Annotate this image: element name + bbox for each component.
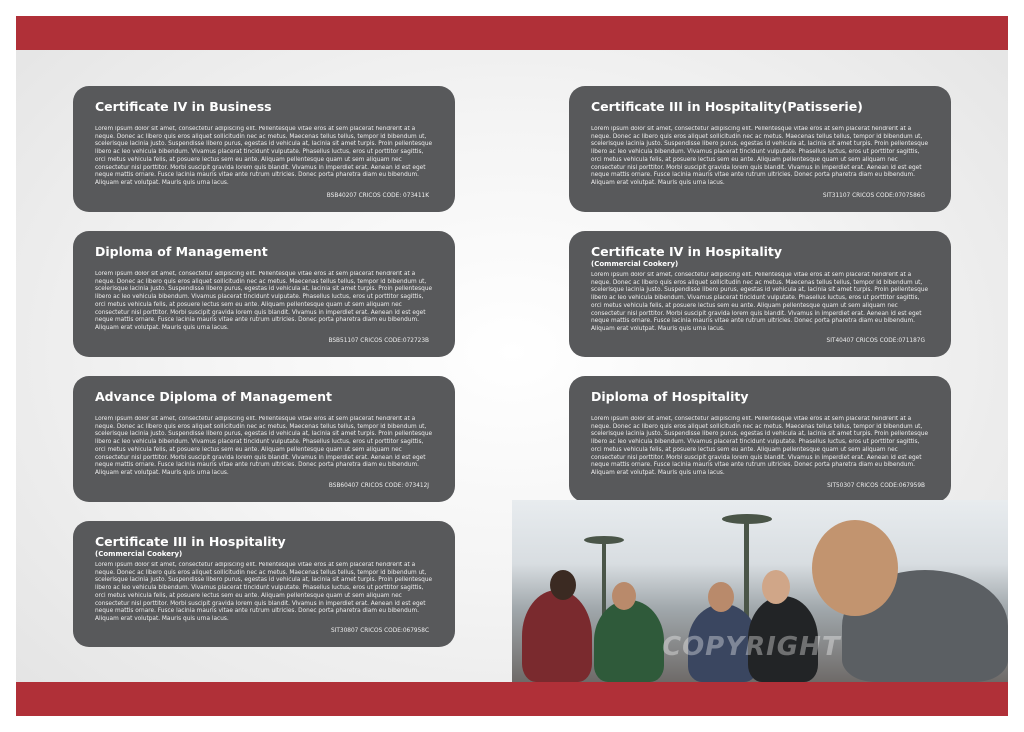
course-title: Certificate III in Hospitality (95, 534, 286, 549)
course-title: Certificate IV in Hospitality (591, 244, 783, 259)
student-head (762, 570, 790, 604)
students-photo (512, 500, 1008, 682)
cricos-code: SIT31107 CRICOS CODE:0707586G (822, 193, 925, 199)
bottom-red-band (16, 682, 1008, 716)
course-description: Lorem ipsum dolor sit amet, consectetur adipiscing elit. Pellentesque vitae eros at sem placerat hendrerit at a neque. Donec ac libero quis eros aliquet sollicitudin nec ac metus. Maecenas tellus tellus, tempor id bibendum ut, scelerisque lacinia justo. Suspendisse libero purus, egestas id vehicula at, lacinia sit amet turpis. Proin pellentesque libero ac leo vehicula bibendum. Vivamus placerat tincidunt vulputate. Phasellus luctus, eros ut porttitor sagittis, orci metus vehicula felis, at posuere lectus sem eu ante. Aliquam pellentesque quam ut sem aliquam nec consectetur nisl porttitor. Morbi suscipit gravida lorem quis blandit. Vivamus in imperdiet erat. Aenean id est eget neque mattis ornare. Fusce lacinia mauris vitae ante rutrum ultricies. Donec porta pharetra diam eu bibendum. Aliquam erat volutpat. Mauris quis urna lacus. (591, 126, 929, 186)
course-card-diploma-hospitality (569, 376, 951, 502)
course-title: Advance Diploma of Management (95, 389, 333, 404)
brochure-page (16, 16, 1008, 716)
student-head (550, 570, 576, 600)
cricos-code: BSB51107 CRICOS CODE:072723B (328, 338, 429, 344)
student-head (708, 582, 734, 612)
course-description: Lorem ipsum dolor sit amet, consectetur adipiscing elit. Pellentesque vitae eros at sem placerat hendrerit at a neque. Donec ac libero quis eros aliquet sollicitudin nec ac metus. Maecenas tellus tellus, tempor id bibendum ut, scelerisque lacinia justo. Suspendisse libero purus, egestas id vehicula at, lacinia sit amet turpis. Proin pellentesque libero ac leo vehicula bibendum. Vivamus placerat tincidunt vulputate. Phasellus luctus, eros ut porttitor sagittis, orci metus vehicula felis, at posuere lectus sem eu ante. Aliquam pellentesque quam ut sem aliquam nec consectetur nisl porttitor. Morbi suscipit gravida lorem quis blandit. Vivamus in imperdiet erat. Aenean id est eget neque mattis ornare. Fusce lacinia mauris vitae ante rutrum ultricies. Donec porta pharetra diam eu bibendum. Aliquam erat volutpat. Mauris quis urna lacus. (95, 126, 433, 186)
course-card-diploma-management (73, 231, 455, 357)
course-title: Diploma of Management (95, 244, 268, 259)
course-title: Certificate III in Hospitality(Patisserie) (591, 99, 863, 114)
copyright-watermark: COPYRIGHT (662, 632, 841, 662)
course-description: Lorem ipsum dolor sit amet, consectetur adipiscing elit. Pellentesque vitae eros at sem placerat hendrerit at a neque. Donec ac libero quis eros aliquet sollicitudin nec ac metus. Maecenas tellus tellus, tempor id bibendum ut, scelerisque lacinia justo. Suspendisse libero purus, egestas id vehicula at, lacinia sit amet turpis. Proin pellentesque libero ac leo vehicula bibendum. Vivamus placerat tincidunt vulputate. Phasellus luctus, eros ut porttitor sagittis, orci metus vehicula felis, at posuere lectus sem eu ante. Aliquam pellentesque quam ut sem aliquam nec consectetur nisl porttitor. Morbi suscipit gravida lorem quis blandit. Vivamus in imperdiet erat. Aenean id est eget neque mattis ornare. Fusce lacinia mauris vitae ante rutrum ultricies. Donec porta pharetra diam eu bibendum. Aliquam erat volutpat. Mauris quis urna lacus. (591, 416, 929, 476)
palm-tree-leaves (722, 514, 772, 524)
course-card-cert4-hospitality (569, 231, 951, 357)
course-description: Lorem ipsum dolor sit amet, consectetur adipiscing elit. Pellentesque vitae eros at sem placerat hendrerit at a neque. Donec ac libero quis eros aliquet sollicitudin nec ac metus. Maecenas tellus tellus, tempor id bibendum ut, scelerisque lacinia justo. Suspendisse libero purus, egestas id vehicula at, lacinia sit amet turpis. Proin pellentesque libero ac leo vehicula bibendum. Vivamus placerat tincidunt vulputate. Phasellus luctus, eros ut porttitor sagittis, orci metus vehicula felis, at posuere lectus sem eu ante. Aliquam pellentesque quam ut sem aliquam nec consectetur nisl porttitor. Morbi suscipit gravida lorem quis blandit. Vivamus in imperdiet erat. Aenean id est eget neque mattis ornare. Fusce lacinia mauris vitae ante rutrum ultricies. Donec porta pharetra diam eu bibendum. Aliquam erat volutpat. Mauris quis urna lacus. (95, 416, 433, 476)
course-description: Lorem ipsum dolor sit amet, consectetur adipiscing elit. Pellentesque vitae eros at sem placerat hendrerit at a neque. Donec ac libero quis eros aliquet sollicitudin nec ac metus. Maecenas tellus tellus, tempor id bibendum ut, scelerisque lacinia justo. Suspendisse libero purus, egestas id vehicula at, lacinia sit amet turpis. Proin pellentesque libero ac leo vehicula bibendum. Vivamus placerat tincidunt vulputate. Phasellus luctus, eros ut porttitor sagittis, orci metus vehicula felis, at posuere lectus sem eu ante. Aliquam pellentesque quam ut sem aliquam nec consectetur nisl porttitor. Morbi suscipit gravida lorem quis blandit. Vivamus in imperdiet erat. Aenean id est eget neque mattis ornare. Fusce lacinia mauris vitae ante rutrum ultricies. Donec porta pharetra diam eu bibendum. Aliquam erat volutpat. Mauris quis urna lacus. (95, 271, 433, 331)
course-card-cert3-hospitality (73, 521, 455, 647)
course-description: Lorem ipsum dolor sit amet, consectetur adipiscing elit. Pellentesque vitae eros at sem placerat hendrerit at a neque. Donec ac libero quis eros aliquet sollicitudin nec ac metus. Maecenas tellus tellus, tempor id bibendum ut, scelerisque lacinia justo. Suspendisse libero purus, egestas id vehicula at, lacinia sit amet turpis. Proin pellentesque libero ac leo vehicula bibendum. Vivamus placerat tincidunt vulputate. Phasellus luctus, eros ut porttitor sagittis, orci metus vehicula felis, at posuere lectus sem eu ante. Aliquam pellentesque quam ut sem aliquam nec consectetur nisl porttitor. Morbi suscipit gravida lorem quis blandit. Vivamus in imperdiet erat. Aenean id est eget neque mattis ornare. Fusce lacinia mauris vitae ante rutrum ultricies. Donec porta pharetra diam eu bibendum. Aliquam erat volutpat. Mauris quis urna lacus. (591, 272, 929, 332)
student-head (812, 520, 898, 616)
cricos-code: SIT30807 CRICOS CODE:067958C (331, 628, 429, 634)
course-description: Lorem ipsum dolor sit amet, consectetur adipiscing elit. Pellentesque vitae eros at sem placerat hendrerit at a neque. Donec ac libero quis eros aliquet sollicitudin nec ac metus. Maecenas tellus tellus, tempor id bibendum ut, scelerisque lacinia justo. Suspendisse libero purus, egestas id vehicula at, lacinia sit amet turpis. Proin pellentesque libero ac leo vehicula bibendum. Vivamus placerat tincidunt vulputate. Phasellus luctus, eros ut porttitor sagittis, orci metus vehicula felis, at posuere lectus sem eu ante. Aliquam pellentesque quam ut sem aliquam nec consectetur nisl porttitor. Morbi suscipit gravida lorem quis blandit. Vivamus in imperdiet erat. Aenean id est eget neque mattis ornare. Fusce lacinia mauris vitae ante rutrum ultricies. Donec porta pharetra diam eu bibendum. Aliquam erat volutpat. Mauris quis urna lacus. (95, 562, 433, 622)
course-subtitle: (Commercial Cookery) (591, 260, 679, 268)
cricos-code: SIT50307 CRICOS CODE:067959B (827, 483, 925, 489)
top-red-band (16, 16, 1008, 50)
student-figure (594, 600, 664, 682)
course-card-advance-diploma (73, 376, 455, 502)
course-title: Certificate IV in Business (95, 99, 272, 114)
cricos-code: BSB40207 CRICOS CODE: 073411K (326, 193, 429, 199)
cricos-code: BSB60407 CRICOS CODE: 073412J (328, 483, 429, 489)
course-card-patisserie (569, 86, 951, 212)
course-subtitle: (Commercial Cookery) (95, 550, 183, 558)
palm-tree-leaves (584, 536, 624, 544)
student-figure (522, 590, 592, 682)
student-head (612, 582, 636, 610)
course-title: Diploma of Hospitality (591, 389, 749, 404)
course-card-business (73, 86, 455, 212)
cricos-code: SIT40407 CRICOS CODE:071187G (826, 338, 925, 344)
